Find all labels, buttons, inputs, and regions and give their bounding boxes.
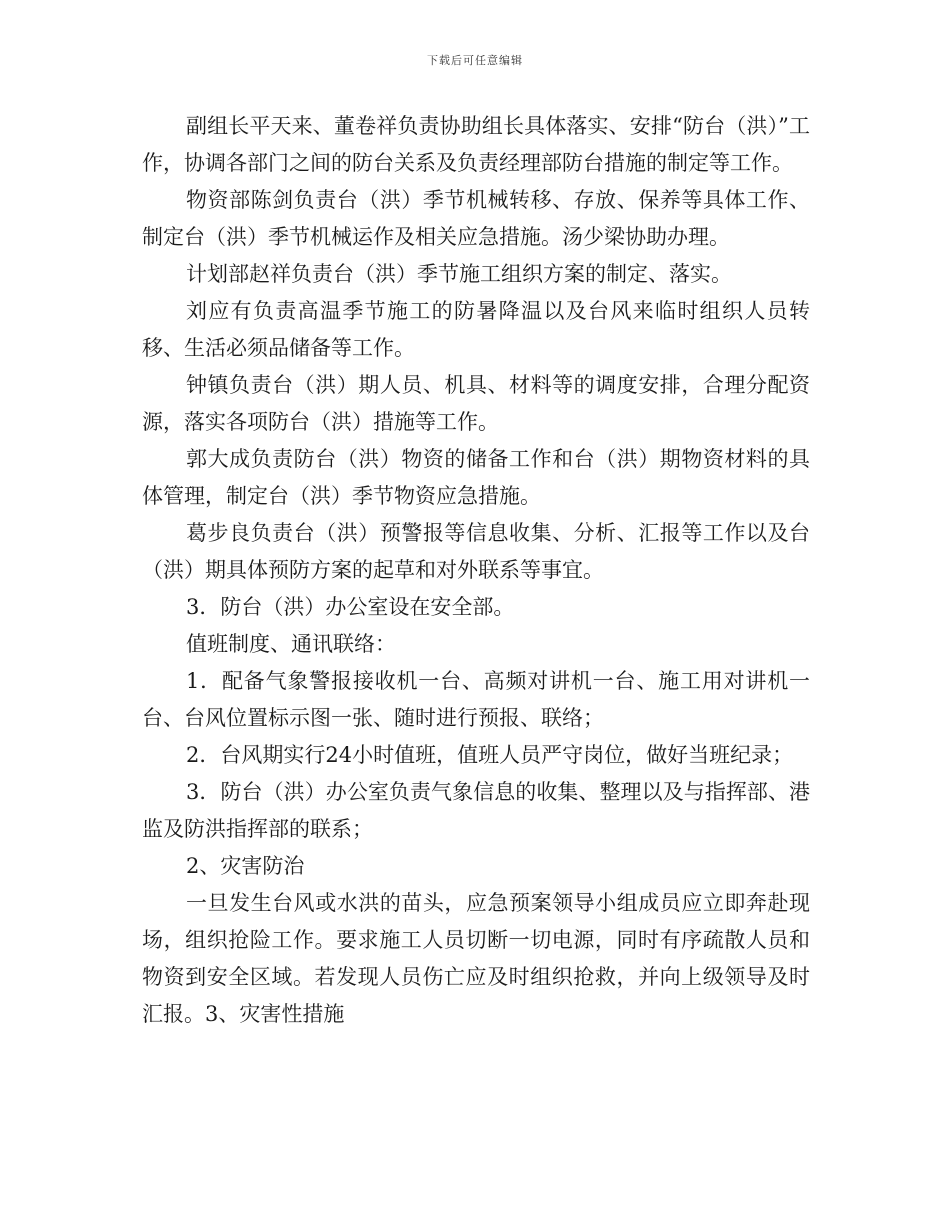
paragraph-planning-dept: 计划部赵祥负责台（洪）季节施工组织方案的制定、落实。 (186, 262, 732, 286)
section-heading-disaster-prevention: 2、灾害防治 (186, 854, 305, 878)
paragraph-deputy-leaders: 副组长平天来、董卷祥负责协助组长具体落实、安排“防台（洪）”工作，协调各部门之间的防台关系及负责经理部防台措施的制定等工作。 (142, 114, 810, 175)
paragraph-materials-reserve: 郭大成负责防台（洪）物资的储备工作和台（洪）期物资材料的具体管理，制定台（洪）季节物资应急措施。 (142, 447, 810, 508)
document-body (142, 108, 810, 1033)
paragraph-scheduling: 钟镇负责台（洪）期人员、机具、材料等的调度安排，合理分配资源，落实各项防台（洪）措施等工作。 (142, 373, 810, 434)
section-heading-duty: 值班制度、通讯联络： (186, 632, 396, 656)
paragraph-warning-info: 葛步良负责台（洪）预警报等信息收集、分析、汇报等工作以及台（洪）期具体预防方案的起草和对外联系等事宜。 (142, 521, 810, 582)
paragraph-office-location: 3．防台（洪）办公室设在安全部。 (186, 595, 515, 619)
paragraph-materials-dept: 物资部陈剑负责台（洪）季节机械转移、存放、保养等具体工作、制定台（洪）季节机械运作及相关应急措施。汤少梁协助办理。 (142, 188, 810, 249)
list-item-24h-duty: 2．台风期实行24小时值班，值班人员严守岗位，做好当班纪录； (186, 743, 794, 767)
paragraph-heat-prevention: 刘应有负责高温季节施工的防暑降温以及台风来临时组织人员转移、生活必须品储备等工作。 (142, 299, 810, 360)
list-item-office-duties: 3．防台（洪）办公室负责气象信息的收集、整理以及与指挥部、港监及防洪指挥部的联系； (142, 780, 810, 841)
page-header: 下载后可任意编辑 (427, 54, 523, 67)
paragraph-emergency-response: 一旦发生台风或水洪的苗头，应急预案领导小组成员应立即奔赴现场，组织抢险工作。要求施工人员切断一切电源，同时有序疏散人员和物资到安全区域。若发现人员伤亡应及时组织抢救，并向上级领导及时汇报。3、灾害性措施 (142, 891, 810, 1026)
list-item-equipment: 1．配备气象警报接收机一台、高频对讲机一台、施工用对讲机一台、台风位置标示图一张、随时进行预报、联络； (142, 669, 810, 730)
